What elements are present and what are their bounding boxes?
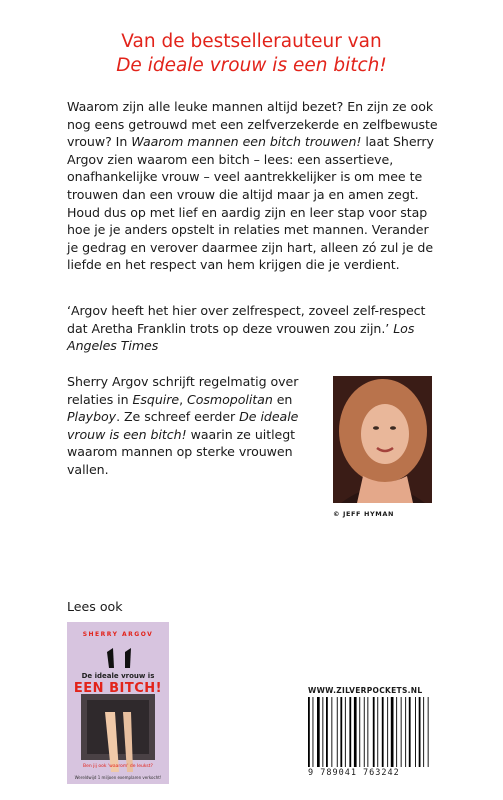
description-part-a: Waarom zijn alle leuke mannen altijd bezet? En zijn ze ook nog eens getrouwd met een zelfverzekerde en zelfbewuste vrouw? In (67, 99, 438, 150)
bio-text-g: . Ze schreef eerder (116, 409, 240, 425)
author-bio (67, 373, 325, 479)
press-quote (67, 302, 439, 355)
description-paragraph (67, 98, 439, 274)
bio-text-i: waarin ze uitlegt waarom mannen op sterke vrouwen vallen. (67, 426, 296, 477)
photo-credit: © JEFF HYMAN (333, 510, 395, 518)
quote-source: Los Angeles Times (67, 320, 415, 354)
lees-ook-heading: Lees ook (67, 599, 123, 614)
bio-text-e: en (272, 391, 293, 407)
related-book-cover (67, 622, 169, 784)
mini-cover-bottom-text: Wereldwijd 1 miljoen exemplaren verkocht! (74, 775, 162, 780)
mini-cover-title-line1: De ideale vrouw is (81, 672, 155, 680)
isbn-number: 9 789041 763242 (308, 768, 400, 778)
description-part-c: laat Sherry Argov zien waarom een bitch – lees: een assertieve, onafhankelijke vrouw – veel aantrekkelijker is om mee te trouwen dan een vrouw die altijd maar ja en amen zegt. Houd dus op met lief en aardig zijn en leer stap voor stap hoe je je anders opstelt in relaties met mannen. Verander je gedrag en verover daarmee zijn hart, alleen zó zul je de liefde en het respect van hem krijgen die je verdient. (67, 134, 434, 273)
bio-text-a: Sherry Argov schrijft regelmatig over relaties in (67, 374, 299, 407)
bio-previous-book: De ideale vrouw is een bitch! (67, 409, 299, 442)
book-title-inline: Waarom mannen een bitch trouwen! (131, 134, 362, 150)
bio-magazine-esquire: Esquire (132, 391, 180, 407)
mini-cover-subtitle: Ben jij ook 'waarom' de leukst? (83, 764, 153, 769)
headline (0, 30, 503, 78)
mini-cover-author: SHERRY ARGOV (82, 631, 154, 638)
quote-text: ‘Argov heeft het hier over zelfrespect, zoveel zelf-respect dat Aretha Franklin trots op deze vrouwen zou zijn.’ (67, 303, 426, 336)
headline-line1: Van de bestsellerauteur van (121, 31, 382, 52)
headline-line2: De ideale vrouw is een bitch! (116, 55, 387, 76)
mini-cover-title-line2: EEN BITCH! (73, 681, 163, 696)
bio-magazine-cosmopolitan: Cosmopolitan (187, 391, 273, 407)
isbn-barcode (308, 697, 435, 767)
bio-text-c: , (179, 391, 187, 407)
bio-magazine-playboy: Playboy (67, 409, 117, 425)
publisher-website: WWW.ZILVERPOCKETS.NL (308, 686, 423, 695)
author-photo (333, 376, 432, 503)
